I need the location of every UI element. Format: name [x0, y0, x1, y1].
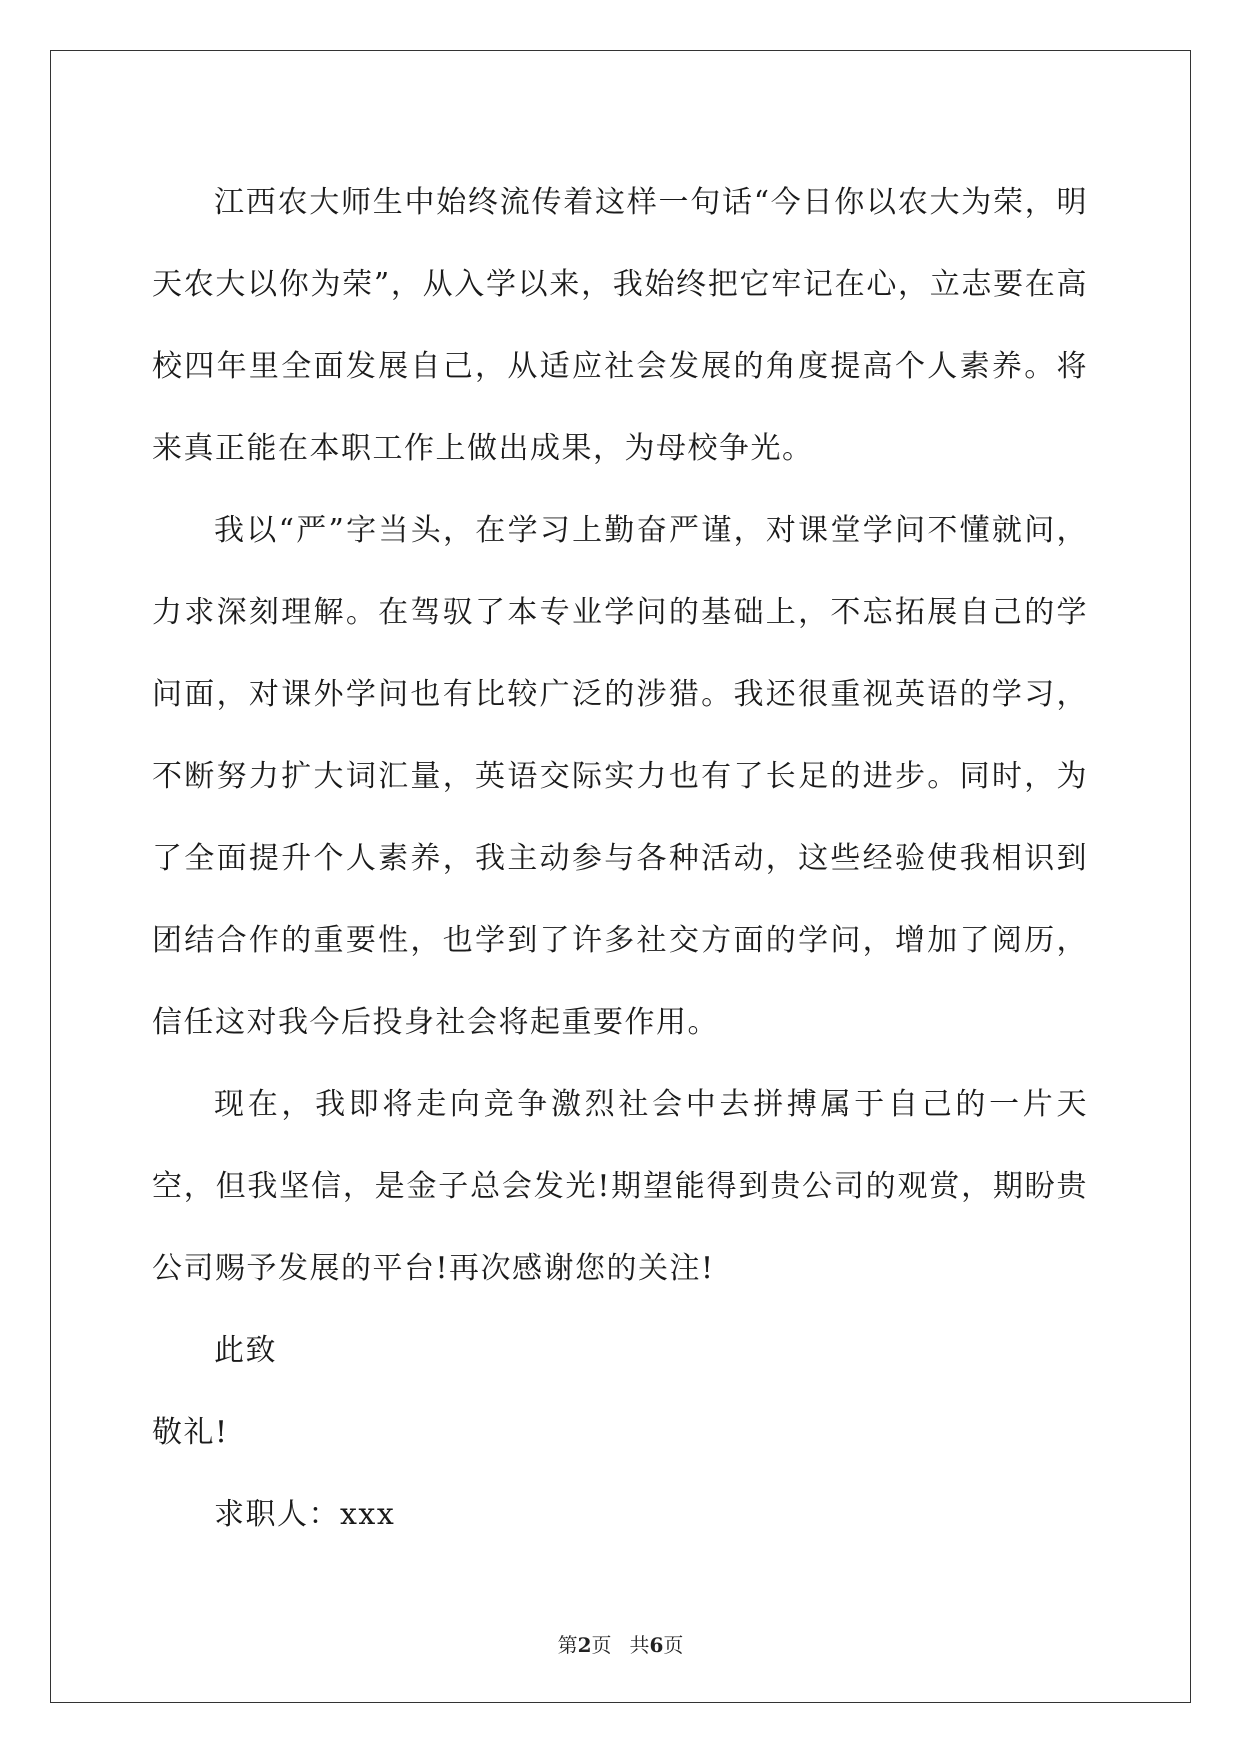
- closing-line: 此致: [214, 1333, 277, 1368]
- paragraph-3: 现在，我即将走向竞争激烈社会中去拼搏属于自己的一片天空，但我坚信，是金子总会发光!期望能得到贵公司的观赏，期盼贵公司赐予发展的平台!再次感谢您的关注!: [152, 1087, 1088, 1286]
- signature-line: 求职人：xxx: [214, 1497, 396, 1532]
- paragraph-2: 我以“严”字当头，在学习上勤奋严谨，对课堂学问不懂就问，力求深刻理解。在驾驭了本专业学问的基础上，不忘拓展自己的学问面，对课外学问也有比较广泛的涉猎。我还很重视英语的学习，不断努力扩大词汇量，英语交际实力也有了长足的进步。同时，为了全面提升个人素养，我主动参与各种活动，这些经验使我相识到团结合作的重要性，也学到了许多社交方面的学问，增加了阅历，信任这对我今后投身社会将起重要作用。: [152, 513, 1088, 1040]
- footer-total-pages: 6: [649, 1633, 664, 1657]
- footer-total-prefix: 共: [629, 1633, 650, 1657]
- letter-body: [152, 162, 1088, 1556]
- paragraph-1: 江西农大师生中始终流传着这样一句话“今日你以农大为荣，明天农大以你为荣”，从入学以来，我始终把它牢记在心，立志要在高校四年里全面发展自己，从适应社会发展的角度提高个人素养。将来真正能在本职工作上做出成果，为母校争光。: [152, 185, 1088, 466]
- footer-prefix: 第: [557, 1633, 578, 1657]
- footer-page-suffix: 页: [591, 1633, 612, 1657]
- footer-total-suffix: 页: [663, 1633, 684, 1657]
- footer-page-number: 2: [577, 1633, 592, 1657]
- salute-line: 敬礼!: [152, 1415, 229, 1450]
- page-footer: [0, 1629, 1241, 1658]
